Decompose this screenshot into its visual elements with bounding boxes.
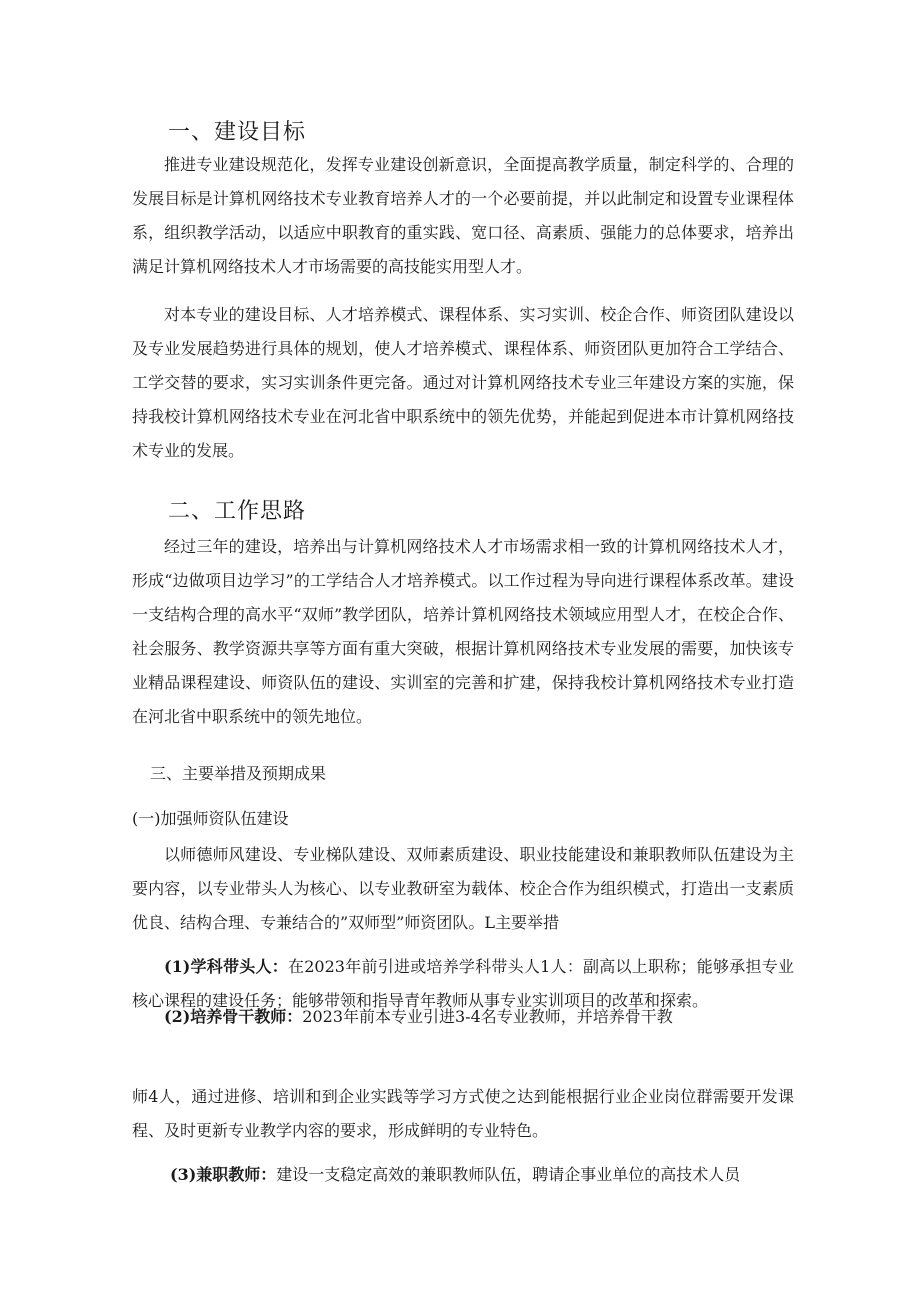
section-3-heading: 三、主要举措及预期成果 xyxy=(150,764,327,783)
item-3-label: (3)兼职教师： xyxy=(170,1165,277,1184)
section-2-heading: 二、工作思路 xyxy=(168,499,307,524)
section-1-paragraph-1: 推进专业建设规范化，发挥专业建设创新意识，全面提高教学质量，制定科学的、合理的发展目标是计算机网络技术专业教育培养人才的一个必要前提，并以此制定和设置专业课程体系，组织教学活动，以适应中职教育的重实践、宽口径、高素质、强能力的总体要求，培养出满足计算机网络技术人才市场需要的高技能实用型人才。 xyxy=(132,155,794,276)
item-2-label: (2)培养骨干教师： xyxy=(164,1007,303,1026)
item-2-continuation: 师4人，通过进修、培训和到企业实践等学习方式使之达到能根据行业企业岗位群需要开发课程、及时更新专业教学内容的要求，形成鲜明的专业特色。 xyxy=(132,1087,794,1140)
item-1-text: 在2023年前引进或培养学科带头人1人：副高以上职称；能够承担专业核心课程的建设任务；能够带领和指导青年教师从事专业实训项目的改革和探索。 xyxy=(132,957,794,1010)
item-3-line xyxy=(170,1158,832,1192)
subsection-1-heading: (一)加强师资队伍建设 xyxy=(132,809,289,828)
section-1-paragraph-2: 对本专业的建设目标、人才培养模式、课程体系、实习实训、校企合作、师资团队建设以及专业发展趋势进行具体的规划，使人才培养模式、课程体系、师资团队更加符合工学结合、工学交替的要求，实习实训条件更完备。通过对计算机网络技术专业三年建设方案的实施，保持我校计算机网络技术专业在河北省中职系统中的领先优势，并能起到促进本市计算机网络技术专业的发展。 xyxy=(132,305,794,460)
item-3-text: 建设一支稳定高效的兼职教师队伍，聘请企事业单位的高技术人员 xyxy=(276,1165,741,1184)
section-1-heading: 一、建设目标 xyxy=(168,120,307,145)
item-2-text: 2023年前本专业引进3-4名专业教师，并培养骨干教 xyxy=(302,1007,673,1026)
section-3-paragraph-1: 以师德师风建设、专业梯队建设、双师素质建设、职业技能建设和兼职教师队伍建设为主要内容，以专业带头人为核心、以专业教研室为载体、校企合作为组织模式，打造出一支素质优良、结构合理、专兼结合的”双师型”师资团队。L主要举措 xyxy=(132,845,794,932)
section-2-paragraph-1: 经过三年的建设，培养出与计算机网络技术人才市场需求相一致的计算机网络技术人才，形成“边做项目边学习”的工学结合人才培养模式。以工作过程为导向进行课程体系改革。建设一支结构合理的高水平“双师”教学团队，培养计算机网络技术领域应用型人才，在校企合作、社会服务、教学资源共享等方面有重大突破，根据计算机网络技术专业发展的需要，加快该专业精品课程建设、师资队伍的建设、实训室的完善和扩建，保持我校计算机网络技术专业打造在河北省中职系统中的领先地位。 xyxy=(132,537,794,726)
item-2-line xyxy=(164,1000,826,1034)
item-1-label: (1)学科带头人： xyxy=(164,957,288,976)
